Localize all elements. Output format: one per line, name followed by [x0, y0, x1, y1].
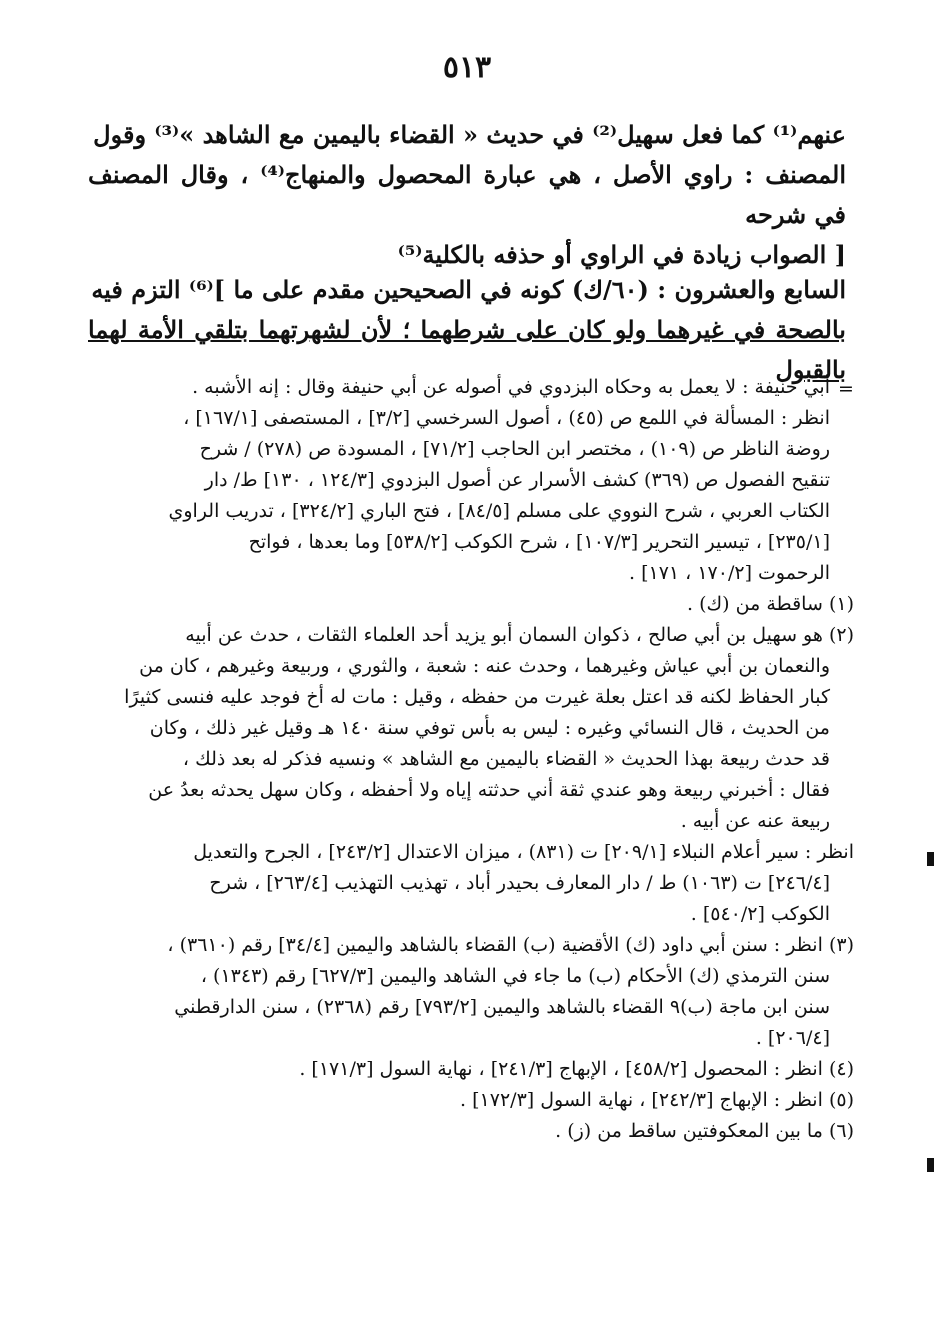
footnote-line: أبي حنيفة : لا يعمل به وحكاه البزدوي في أصوله عن أبي حنيفة وقال : إنه الأشبه . [192, 376, 830, 398]
footnote-line: [٢٤٦/٤] ت (١٠٦٣) ط / دار المعارف بحيدر أباد ، تهذيب التهذيب [٢٦٣/٤] ، شرح [209, 872, 830, 894]
footnote-text: انظر : الإبهاج [٢٤٢/٣] ، نهاية السول [١٧٢/٣] . [460, 1089, 823, 1111]
footnote-2 [82, 620, 854, 837]
main-line: المصنف : راوي الأصل ، هي عبارة المحصول والمنهاج⁽⁴⁾ ، وقال المصنف في شرحه [88, 160, 846, 229]
footnote-3 [82, 930, 854, 1054]
footnote-line: من الحديث ، قال النسائي وغيره : ليس به بأس توفي سنة ١٤٠ هـ وقيل غير ذلك ، وكان [149, 717, 830, 739]
footnote-text: انظر : سنن أبي داود (ك) الأقضية (ب) القضاء بالشاهد واليمين [٣٤/٤] رقم (٣٦١٠) ، [167, 934, 823, 956]
footnote-line: انظر : سير أعلام النبلاء [٢٠٩/١] ت (٨٣١) ، ميزان الاعتدال [٢٤٣/٢] ، الجرح والتعديل [193, 841, 854, 863]
footnote-text: ما بين المعكوفتين ساقط من (ز) . [555, 1120, 823, 1142]
footnote-line: سنن ابن ماجة (ب)٩ القضاء بالشاهد واليمين [٧٩٣/٢] رقم (٢٣٦٨) ، سنن الدارقطني [174, 996, 830, 1018]
footnote-line: سنن الترمذي (ك) الأحكام (ب) ما جاء في الشاهد واليمين [٦٢٧/٣] رقم (١٣٤٣) ، [200, 965, 830, 987]
main-line: عنهم⁽¹⁾ كما فعل سهيل⁽²⁾ في حديث « القضاء باليمين مع الشاهد »⁽³⁾ وقول [93, 120, 846, 149]
footnote-1 [82, 589, 854, 620]
footnotes [82, 372, 854, 1147]
footnote-line: والنعمان بن أبي عياش وغيرهما ، وحدث عنه : شعبة ، والثوري ، وربيعة وغيرهم ، كان من [139, 655, 830, 677]
footnote-line: كبار الحفاظ لكنه قد اعتل بعلة غيرت من حفظه ، وقيل : مات له أخ فوجد عليه فنسى كثيرًا [124, 686, 830, 708]
footnote-line: الرحموت [١٧٠/٢ ، ١٧١] . [628, 562, 830, 584]
footnote-line: [٢٣٥/١] ، تيسير التحرير [١٠٧/٣] ، شرح الكوكب [٥٣٨/٢] وما بعدها ، فواتح [248, 531, 830, 553]
margin-mark [927, 852, 934, 866]
footnote-line: ربيعة عنه عن أبيه . [680, 810, 830, 832]
continuation-marker: = [838, 378, 854, 400]
footnote-6 [82, 1116, 854, 1147]
footnote-continuation [82, 372, 854, 589]
footnote-4 [82, 1054, 854, 1085]
footnote-5 [82, 1085, 854, 1116]
footnote-number: (٣) [828, 934, 854, 956]
footnote-text: هو سهيل بن أبي صالح ، ذكوان السمان أبو يزيد أحد العلماء الثقات ، حدث عن أبيه [185, 624, 823, 646]
footnote-text: ساقطة من (ك) . [687, 593, 823, 615]
margin-mark [927, 1158, 934, 1172]
footnote-number: (٦) [828, 1120, 854, 1142]
footnote-number: (٢) [828, 624, 854, 646]
footnote-line: روضة الناظر ص (١٠٩) ، مختصر ابن الحاجب [٧١/٢] ، المسودة ص (٢٧٨) / شرح [199, 438, 830, 460]
footnote-line: الكتاب العربي ، شرح النووي على مسلم [٨٤/٥] ، فتح الباري [٣٢٤/٢] ، تدريب الراوي [168, 500, 830, 522]
footnote-number: (١) [828, 593, 854, 615]
footnote-line: [٢٠٦/٤] . [755, 1027, 830, 1049]
page-number: ٥١٣ [442, 50, 492, 85]
main-line-underlined: بالصحة في غيرهما ولو كان على شرطهما ؛ لأن لشهرتهما بتلقي الأمة لهما بالقبول [88, 315, 846, 384]
footnote-line: الكوكب [٥٤٠/٢] . [690, 903, 830, 925]
main-line: السابع والعشرون : (٦٠/ك) كونه في الصحيحين مقدم على ما ]⁽⁶⁾ التزم فيه [91, 275, 846, 304]
footnote-text: انظر : المحصول [٤٥٨/٢] ، الإبهاج [٢٤١/٣] ، نهاية السول [١٧١/٣] . [299, 1058, 823, 1080]
footnote-line: تنقيح الفصول ص (٣٦٩) كشف الأسرار عن أصول البزدوي [١٢٤/٣ ، ١٣٠] ط/ دار [204, 469, 830, 491]
footnote-number: (٥) [828, 1089, 854, 1111]
main-line: [ الصواب زيادة في الراوي أو حذفه بالكلية⁽⁵⁾ [397, 240, 846, 269]
footnote-number: (٤) [828, 1058, 854, 1080]
footnote-2-references [82, 837, 854, 930]
main-paragraph-1 [88, 115, 846, 275]
footnote-line: انظر : المسألة في اللمع ص (٤٥) ، أصول السرخسي [٣/٢] ، المستصفى [١٦٧/١] ، [183, 407, 830, 429]
footnote-line: فقال : أخبرني ربيعة وهو عندي ثقة أني حدثته إياه ولا أحفظه ، وكان سهل يحدثه بعدُ عن [148, 779, 830, 801]
footnote-line: قد حدث ربيعة بهذا الحديث « القضاء باليمين مع الشاهد » ونسيه فذكر له بعد ذلك ، [182, 748, 830, 770]
